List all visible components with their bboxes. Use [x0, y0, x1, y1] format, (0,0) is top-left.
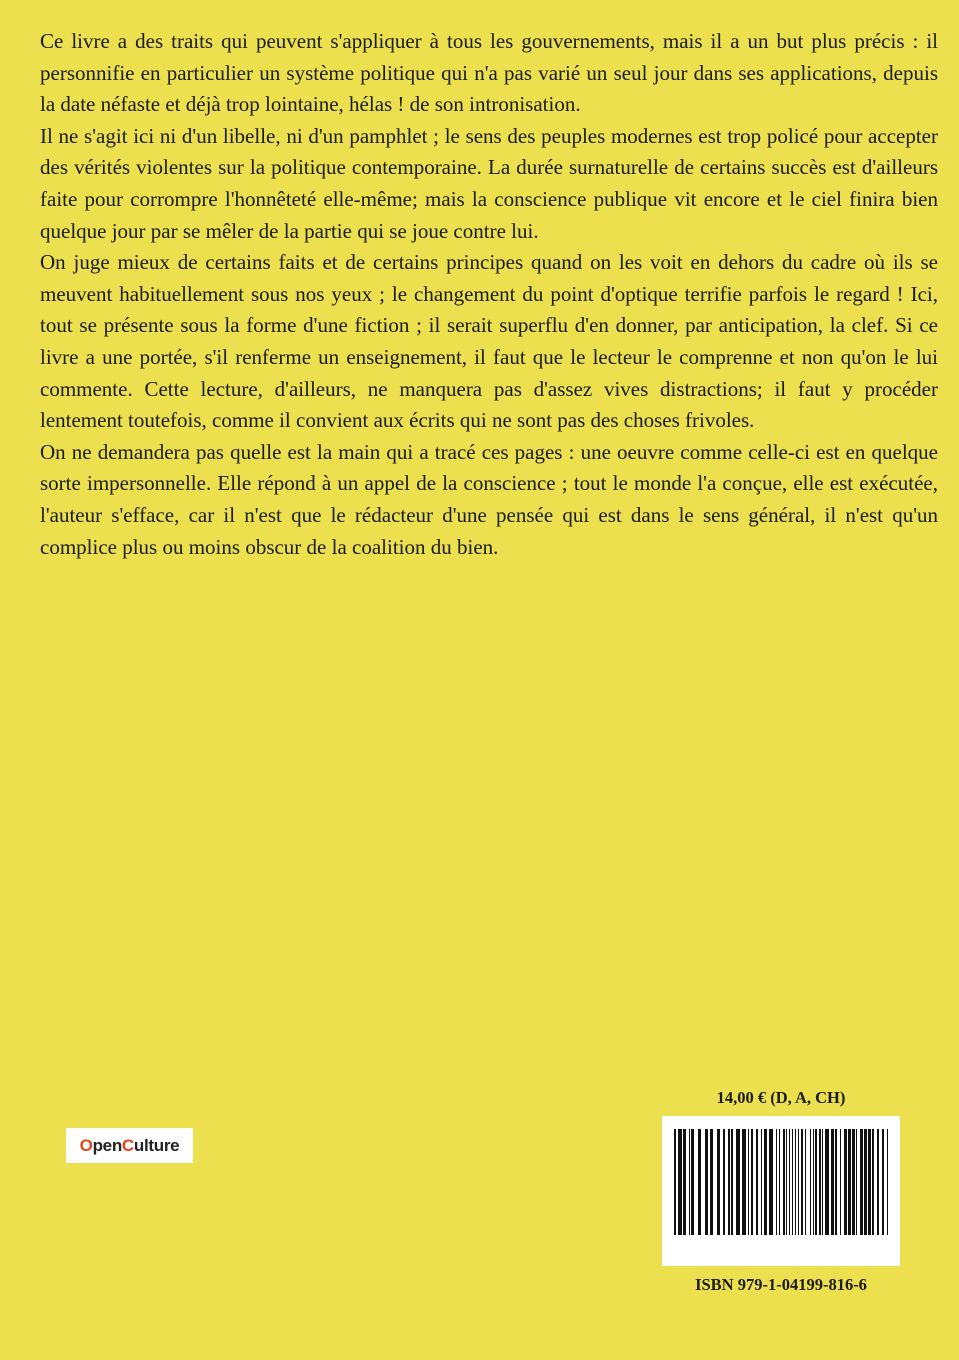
- barcode-bar: [691, 1129, 694, 1235]
- barcode-bar: [779, 1129, 780, 1235]
- barcode-bar: [835, 1129, 837, 1235]
- barcode-bar: [728, 1129, 730, 1235]
- barcode-bar: [868, 1129, 871, 1235]
- barcode-bar: [748, 1129, 749, 1235]
- barcode-bar: [887, 1129, 888, 1235]
- barcode-bar: [761, 1129, 762, 1235]
- barcode-bar: [756, 1129, 758, 1235]
- barcode-bar: [792, 1129, 793, 1235]
- barcode-bar: [742, 1129, 746, 1235]
- barcode-bar: [678, 1129, 682, 1235]
- barcode-bar: [831, 1129, 834, 1235]
- barcode: [662, 1116, 900, 1266]
- barcode-bar: [705, 1129, 708, 1235]
- barcode-bar: [882, 1129, 884, 1235]
- paragraph: On ne demandera pas quelle est la main qui a tracé ces pages : une oeuvre comme celle-ci est en quelque sorte impersonnelle. Elle répond à un appel de la conscience ; tout le monde l'a conçue, elle est exécutée, l'auteur s'efface, car il n'est que le rédacteur d'une pensée qui est dans le sens général, il n'est qu'un complice plus ou moins obscur de la coalition du bien.: [40, 439, 938, 559]
- barcode-bar: [698, 1129, 701, 1235]
- barcode-bar: [769, 1129, 773, 1235]
- barcode-bar: [786, 1129, 787, 1235]
- price-label: 14,00 € (D, A, CH): [716, 1088, 846, 1107]
- barcode-bar: [819, 1129, 821, 1235]
- barcode-bar: [844, 1129, 847, 1235]
- paragraph: Ce livre a des traits qui peuvent s'appliquer à tous les gouvernements, mais il a un but plus précis : il personnifie en particulier un système politique qui n'a pas varié un seul jour dans ses applications, depuis la date néfaste et déjà trop lointaine, hélas ! de son intronisation.: [40, 29, 938, 117]
- barcode-bar: [736, 1129, 740, 1235]
- barcode-bar: [848, 1129, 851, 1235]
- paragraph: Il ne s'agit ici ni d'un libelle, ni d'un pamphlet ; le sens des peuples modernes est trop policé pour accepter des vérités violentes sur la politique contemporaine. La durée surnaturelle de certains succès est d'ailleurs faite pour corrompre l'honnêteté elle-même; mais la conscience publique vit encore et le ciel finira bien quelque jour par se mêler de la partie qui se joue contre lui.: [40, 123, 938, 243]
- barcode-bar: [825, 1129, 829, 1235]
- barcode-bar: [840, 1129, 841, 1235]
- barcode-bar: [783, 1129, 785, 1235]
- barcode-bar: [689, 1129, 690, 1235]
- barcode-bar: [723, 1129, 725, 1235]
- barcode-bar: [852, 1129, 855, 1235]
- barcode-bar: [813, 1129, 814, 1235]
- barcode-bar: [764, 1129, 767, 1235]
- barcode-bar: [731, 1129, 733, 1235]
- barcode-bar: [683, 1129, 686, 1235]
- isbn-label: ISBN 979-1-04199-816-6: [695, 1275, 867, 1294]
- barcode-bar: [798, 1129, 799, 1235]
- barcode-bar: [674, 1129, 676, 1235]
- barcode-bar: [805, 1129, 806, 1235]
- barcode-bar: [872, 1129, 874, 1235]
- publisher-logo: O pen C ulture: [66, 1128, 193, 1163]
- barcode-bar: [776, 1129, 777, 1235]
- barcode-bar: [864, 1129, 867, 1235]
- barcode-bar: [717, 1129, 720, 1235]
- barcode-bar: [860, 1129, 863, 1235]
- barcode-bar: [815, 1129, 817, 1235]
- barcode-bar: [801, 1129, 803, 1235]
- barcode-bar: [710, 1129, 713, 1235]
- barcode-bar: [789, 1129, 790, 1235]
- barcode-bar: [751, 1129, 753, 1235]
- barcode-bar: [822, 1129, 823, 1235]
- back-cover-text: [40, 26, 938, 563]
- barcode-bars: [674, 1129, 888, 1235]
- barcode-bar: [795, 1129, 796, 1235]
- barcode-bar: [856, 1129, 857, 1235]
- barcode-bar: [810, 1129, 811, 1235]
- barcode-bar: [877, 1129, 879, 1235]
- paragraph: On juge mieux de certains faits et de certains principes quand on les voit en dehors du cadre où ils se meuvent habituellement sous nos yeux ; le changement du point d'optique terrifie parfois le regard ! Ici, tout se présente sous la forme d'une fiction ; il serait superflu d'en donner, par anticipation, la clef. Si ce livre a une portée, s'il renferme un enseignement, il faut que le lecteur le comprenne et non qu'on le lui commente. Cette lecture, d'ailleurs, ne manquera pas d'assez vives distractions; il faut y procéder lentement toutefois, comme il convient aux écrits qui ne sont pas des choses frivoles.: [40, 250, 938, 433]
